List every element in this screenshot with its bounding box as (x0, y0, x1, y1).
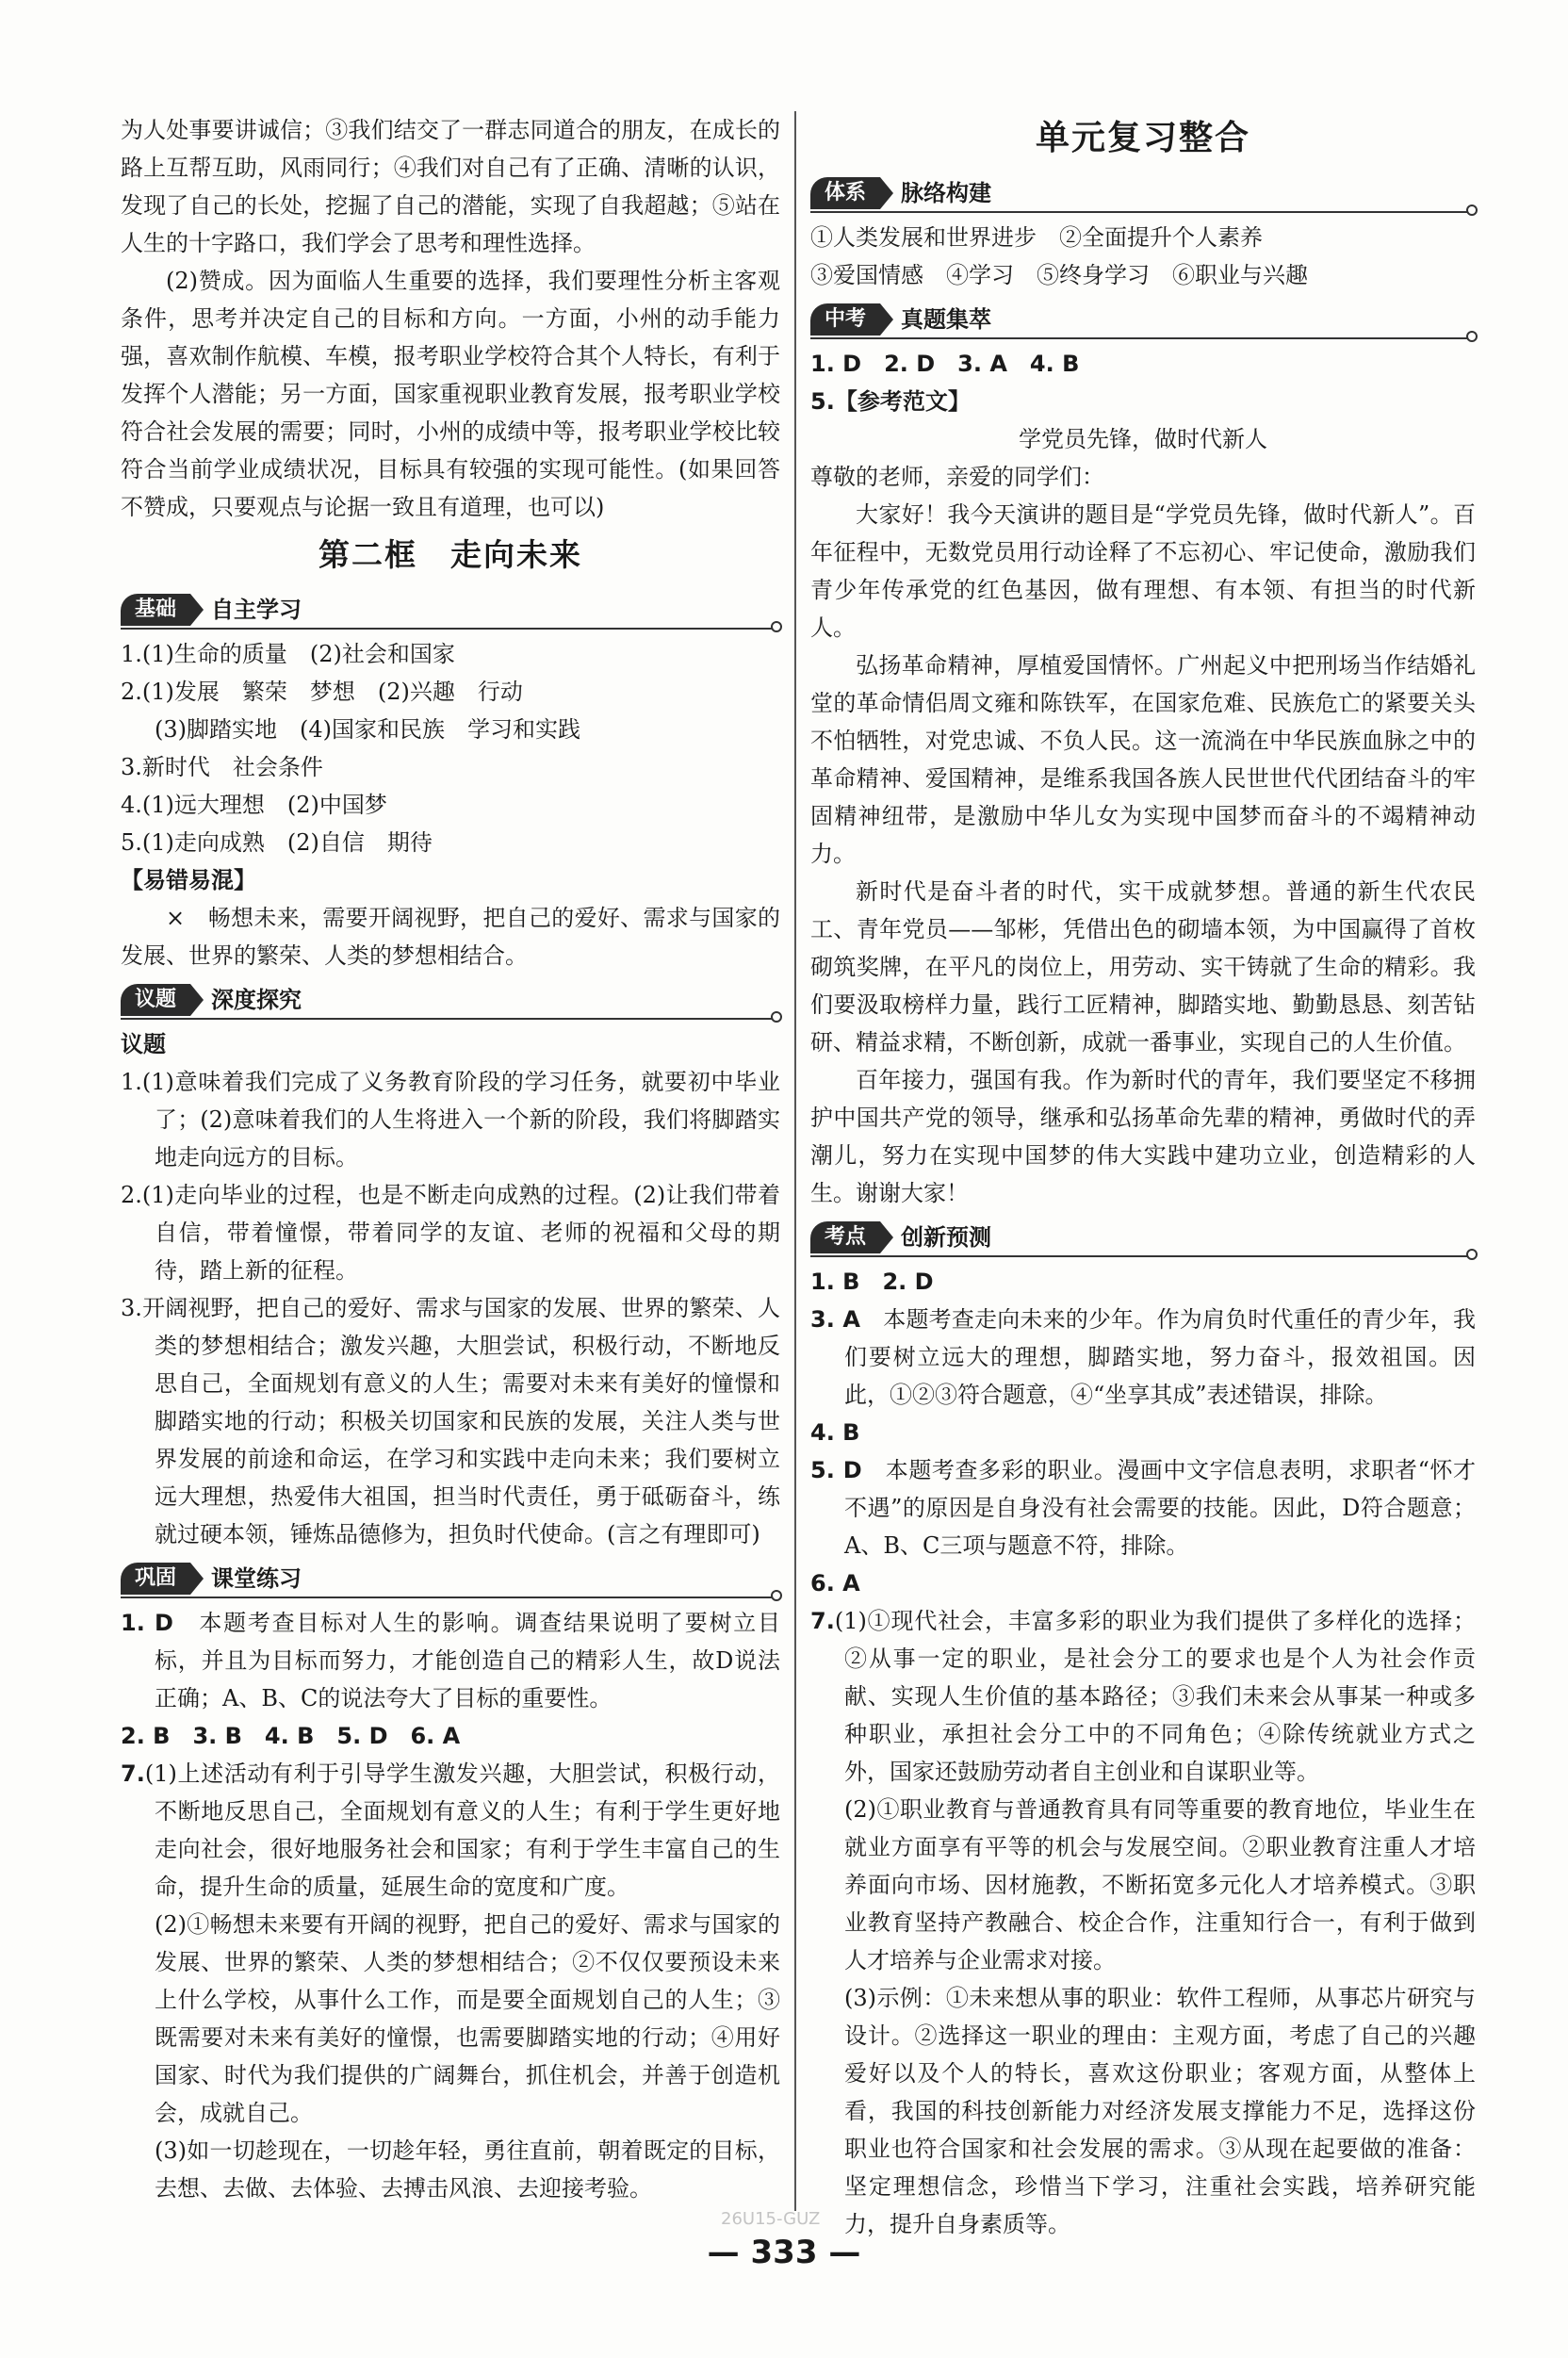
answer-line: 2. B 3. B 4. B 5. D 6. A (121, 1723, 461, 1749)
explanation: 本题考查目标对人生的影响。调查结果说明了要树立目标，并且为目标而努力，才能创造自己的精彩人生，故D说法正确；A、B、C的说法夸大了目标的重要性。 (155, 1610, 780, 1711)
answer-line: 3.新时代 社会条件 (121, 754, 323, 780)
answer-sub-item: (2)①职业教育与普通教育具有同等重要的教育地位，毕业生在就业方面享有平等的机会与发展空间。②职业教育注重人才培养面向市场、因材施教，不断拓宽多元化人才培养模式。③职业教育坚持产教融合、校企合作，注重知行合一，有利于做到人才培养与企业需求对接。 (844, 1796, 1476, 1973)
section-rule (810, 1255, 1476, 1257)
essay-greeting: 尊敬的老师，亲爱的同学们： (810, 464, 1104, 490)
essay-paragraph: 新时代是奋斗者的时代，实干成就梦想。普通的新生代农民工、青年党员——邹彬，凭借出色的砌墙本领，为中国赢得了首枚砌筑奖牌，在平凡的岗位上，用劳动、实干铸就了生命的精彩。我们要汲取榜样力量，践行工匠精神，脚踏实地、勤勤恳恳、刻苦钻研、精益求精，不断创新，成就一番事业，实现自己的人生价值。 (810, 878, 1476, 1056)
section-title: 深度探究 (211, 987, 302, 1013)
essay-title: 学党员先锋，做时代新人 (1019, 426, 1267, 452)
answer-item: 2.(1)走向毕业的过程，也是不断走向成熟的过程。(2)让我们带着自信，带着憧憬，带着同学的友谊、老师的祝福和父母的期待，踏上新的征程。 (121, 1182, 780, 1284)
section-rule (810, 337, 1476, 339)
answer-line: 1. D 2. D 3. A 4. B (810, 351, 1080, 377)
section-title: 创新预测 (901, 1224, 991, 1251)
answer-item (810, 1451, 1476, 1564)
answer-line: 1.(1)生命的质量 (2)社会和国家 (121, 641, 455, 667)
answer-line: ③爱国情感 ④学习 ⑤终身学习 ⑥职业与兴趣 (810, 262, 1308, 288)
section-header-kaodian (810, 1221, 1476, 1257)
question-number: 7. (121, 1760, 145, 1787)
section-tag: 议题 (121, 984, 190, 1016)
answer-sub-item: (3)如一切趁现在，一切趁年轻，勇往直前，朝着既定的目标，去想、去做、去体验、去搏击风浪、去迎接考验。 (155, 2137, 780, 2202)
section-tag: 体系 (810, 177, 880, 209)
question-number: 7. (810, 1608, 835, 1634)
explanation: 本题考查走向未来的少年。作为肩负时代重任的青少年，我们要树立远大的理想，脚踏实地，努力奋斗，报效祖国。因此，①②③符合题意，④“坐享其成”表述错误，排除。 (844, 1306, 1476, 1408)
section-header-zhongkao (810, 303, 1476, 339)
essay-paragraph: 大家好！我今天演讲的题目是“学党员先锋，做时代新人”。百年征程中，无数党员用行动诠释了不忘初心、牢记使命，激励我们青少年传承党的红色基因，做有理想、有本领、有担当的时代新人。 (810, 501, 1476, 641)
explanation: 本题考查多彩的职业。漫画中文字信息表明，求职者“怀才不遇”的原因是自身没有社会需要的技能。因此，D符合题意；A、B、C三项与题意不符，排除。 (844, 1457, 1476, 1559)
question-number: 1. D (121, 1610, 173, 1636)
answer-paragraph: 为人处事要讲诚信；③我们结交了一群志同道合的朋友，在成长的路上互帮互助，风雨同行；④我们对自己有了正确、清晰的认识，发现了自己的长处，挖掘了自己的潜能，实现了自我超越；⑤站在人生的十字路口，我们学会了思考和理性选择。 (121, 117, 780, 256)
right-column (810, 111, 1476, 2243)
topic-label: 议题 (121, 1031, 166, 1057)
section-header-yiti (121, 984, 780, 1020)
section-title: 自主学习 (211, 597, 302, 623)
left-column (121, 111, 780, 2207)
answer-item (810, 1301, 1476, 1414)
page-number: — 333 — (707, 2234, 861, 2271)
question-number: 3. A (810, 1306, 860, 1333)
answer-sub-item: (3)示例：①未来想从事的职业：软件工程师，从事芯片研究与设计。②选择这一职业的理由：主观方面，考虑了自己的兴趣爱好以及个人的特长，喜欢这份职业；客观方面，从整体上看，我国的科技创新能力对经济发展支撑能力不足，选择这份职业也符合国家和社会发展的需求。③从现在起要做的准备：坚定理想信念，珍惜当下学习，注重社会实践，培养研究能力，提升自身素质等。 (844, 1985, 1476, 2237)
answer-sub-item: (2)①畅想未来要有开阔的视野，把自己的爱好、需求与国家的发展、世界的繁荣、人类的梦想相结合；②不仅仅要预设未来上什么学校，从事什么工作，而是要全面规划自己的人生；③既需要对未来有美好的憧憬，也需要脚踏实地的行动；④用好国家、时代为我们提供的广阔舞台，抓住机会，并善于创造机会，成就自己。 (155, 1911, 780, 2126)
answer-item (121, 1604, 780, 1717)
section-rule (121, 1018, 780, 1020)
answer-line: 5.(1)走向成熟 (2)自信 期待 (121, 829, 433, 856)
unit-review-heading: 单元复习整合 (1035, 119, 1250, 157)
section-rule (121, 1597, 780, 1598)
section-tag: 中考 (810, 303, 880, 336)
answer-line: 4. B (810, 1419, 860, 1446)
answer-line: 1. B 2. D (810, 1269, 934, 1295)
explanation: (1)上述活动有利于引导学生激发兴趣，大胆尝试，积极行动，不断地反思自己，全面规划有意义的人生；有利于学生更好地走向社会，很好地服务社会和国家；有利于学生丰富自己的生命，提升生命的质量，延展生命的宽度和广度。 (144, 1760, 780, 1900)
lesson-heading: 第二框 走向未来 (318, 536, 582, 573)
answer-line: 4.(1)远大理想 (2)中国梦 (121, 792, 387, 818)
section-tag: 考点 (810, 1221, 880, 1253)
answer-item (121, 1755, 780, 1906)
answer-line: 2.(1)发展 繁荣 梦想 (2)兴趣 行动 (121, 679, 523, 705)
answer-item: 3.开阔视野，把自己的爱好、需求与国家的发展、世界的繁荣、人类的梦想相结合；激发兴趣，大胆尝试，积极行动，不断地反思自己，全面规划有意义的人生；需要对未来有美好的憧憬和脚踏实地的行动；积极关切国家和民族的发展，关注人类与世界发展的前途和命运，在学习和实践中走向未来；我们要树立远大理想，热爱伟大祖国，担当时代责任，勇于砥砺奋斗，练就过硬本领，锤炼品德修为，担负时代使命。(言之有理即可) (121, 1295, 780, 1547)
print-code: 26U15-GUZ (721, 2209, 821, 2229)
section-tag: 巩固 (121, 1563, 190, 1595)
section-tag: 基础 (121, 594, 190, 626)
essay-paragraph: 弘扬革命精神，厚植爱国情怀。广州起义中把刑场当作结婚礼堂的革命情侣周文雍和陈铁军，在国家危难、民族危亡的紧要关头不怕牺牲，对党忠诚、不负人民。这一流淌在中华民族血脉之中的革命精神、爱国精神，是维系我国各族人民世世代代团结奋斗的牢固精神纽带，是激励中华儿女为实现中国梦而奋斗的不竭精神动力。 (810, 652, 1476, 867)
section-title: 真题集萃 (901, 306, 991, 333)
column-divider (794, 111, 796, 2211)
essay-paragraph: 百年接力，强国有我。作为新时代的青年，我们要坚定不移拥护中国共产党的领导，继承和弘扬革命先辈的精神，勇做时代的弄潮儿，努力在实现中国梦的伟大实践中建功立业，创造精彩的人生。谢谢大家！ (810, 1067, 1476, 1206)
section-header-jichu (121, 594, 780, 630)
answer-paragraph: (2)赞成。因为面临人生重要的选择，我们要理性分析主客观条件，思考并决定自己的目标和方向。一方面，小州的动手能力强，喜欢制作航模、车模，报考职业学校符合其个人特长，有利于发挥个人潜能；另一方面，国家重视职业教育发展，报考职业学校符合社会发展的需要；同时，小州的成绩中等，报考职业学校比较符合当前学业成绩状况，目标具有较强的实现可能性。(如果回答不赞成，只要观点与论据一致且有道理，也可以) (121, 268, 780, 520)
easy-mistake-text: × 畅想未来，需要开阔视野，把自己的爱好、需求与国家的发展、世界的繁荣、人类的梦想相结合。 (121, 905, 780, 969)
section-title: 脉络构建 (901, 180, 991, 206)
answer-item: 1.(1)意味着我们完成了义务教育阶段的学习任务，就要初中毕业了；(2)意味着我们的人生将进入一个新的阶段，我们将脚踏实地走向远方的目标。 (121, 1069, 780, 1171)
answer-line: (3)脚踏实地 (4)国家和民族 学习和实践 (155, 716, 580, 743)
explanation: (1)①现代社会，丰富多彩的职业为我们提供了多样化的选择；②从事一定的职业，是社会分工的要求也是个人为社会作贡献、实现人生价值的基本路径；③我们未来会从事某一种或多种职业，承担社会分工中的不同角色；④除传统就业方式之外，国家还鼓励劳动者自主创业和自谋职业等。 (834, 1608, 1476, 1785)
section-header-gonggu (121, 1563, 780, 1598)
answer-line: ①人类发展和世界进步 ②全面提升个人素养 (810, 224, 1263, 251)
answer-item (810, 1602, 1476, 1791)
section-header-tixi (810, 177, 1476, 213)
section-rule (121, 628, 780, 630)
reference-essay-label: 5.【参考范文】 (810, 388, 971, 415)
section-title: 课堂练习 (211, 1565, 302, 1592)
question-number: 5. D (810, 1457, 862, 1483)
easy-mistake-label: 【易错易混】 (121, 867, 256, 893)
answer-line: 6. A (810, 1570, 860, 1597)
section-rule (810, 211, 1476, 213)
